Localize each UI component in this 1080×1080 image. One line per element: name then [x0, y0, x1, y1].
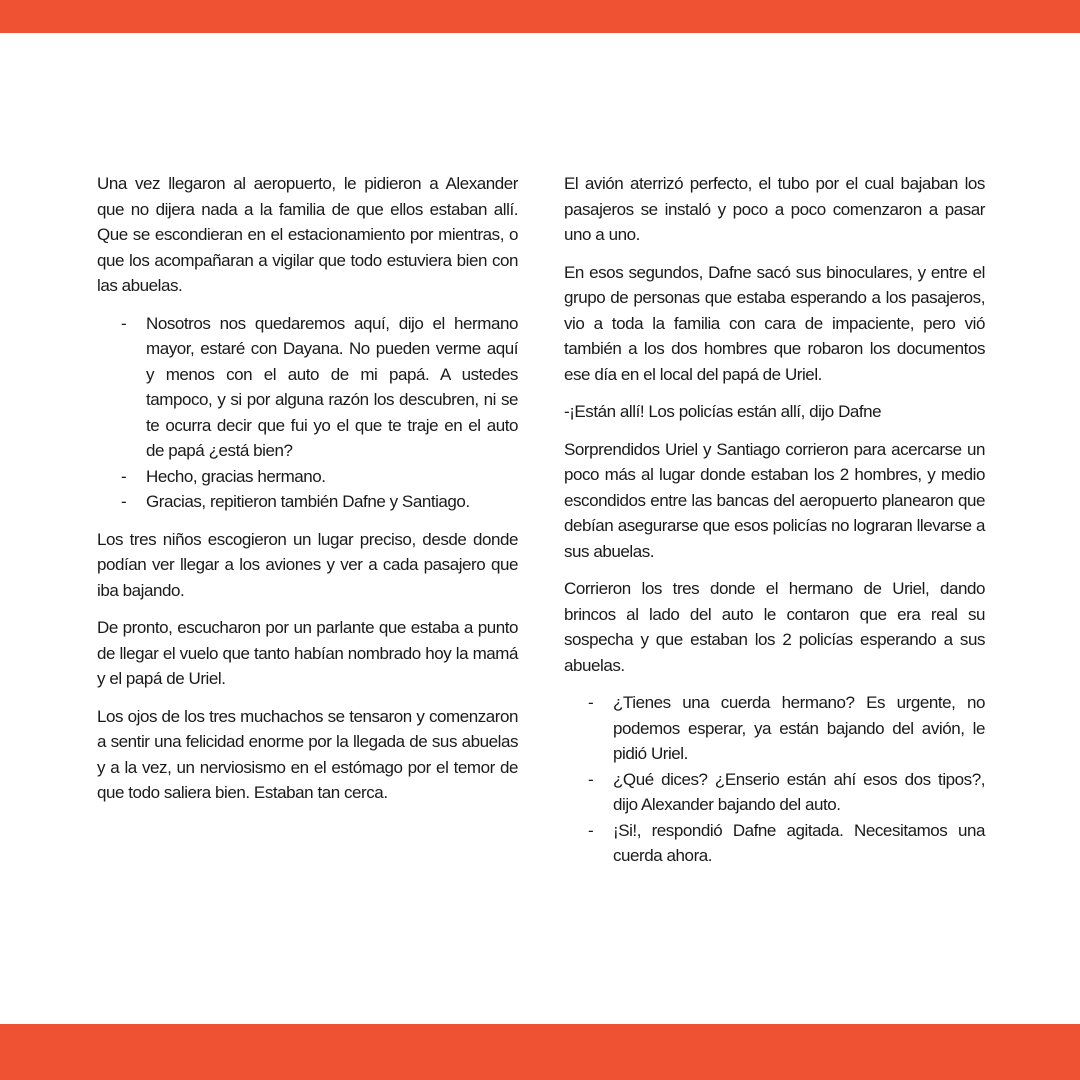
- dialogue-item: [564, 767, 985, 818]
- right-paragraph-5: Corrieron los tres donde el hermano de Uriel, dando brincos al lado del auto le contaron que era real su sospecha y que estaban los 2 policías esperando a sus abuelas.: [564, 579, 985, 675]
- right-paragraph-2: En esos segundos, Dafne sacó sus binoculares, y entre el grupo de personas que estaba esperando a los pasajeros, vio a toda la familia con cara de impaciente, pero vió también a los dos hombres que robaron los documentos ese día en el local del papá de Uriel.: [564, 262, 985, 384]
- dialogue-dash: -: [588, 820, 594, 840]
- dialogue-text: Hecho, gracias hermano.: [146, 466, 326, 486]
- left-paragraph-3: De pronto, escucharon por un parlante que estaba a punto de llegar el vuelo que tanto habían nombrado hoy la mamá y el papá de Uriel.: [97, 618, 518, 688]
- dialogue-text: Nosotros nos quedaremos aquí, dijo el hermano mayor, estaré con Dayana. No pueden verme aquí y menos con el auto de mi papá. A ustedes tampoco, y si por alguna razón los descubren, ni se te ocurra decir que fui yo el que te traje en el auto de papá ¿está bien?: [146, 313, 518, 460]
- left-text-column: [97, 171, 518, 818]
- dialogue-item: [564, 818, 985, 869]
- right-paragraph-1: El avión aterrizó perfecto, el tubo por el cual bajaban los pasajeros se instaló y poco a poco comenzaron a pasar uno a uno.: [564, 174, 985, 244]
- dialogue-text: ¿Qué dices? ¿Enserio están ahí esos dos tipos?, dijo Alexander bajando del auto.: [613, 769, 985, 814]
- dialogue-dash: -: [588, 769, 594, 789]
- left-paragraph-2: Los tres niños escogieron un lugar preciso, desde donde podían ver llegar a los aviones y ver a cada pasajero que iba bajando.: [97, 529, 518, 600]
- dialogue-item: [97, 489, 518, 515]
- left-paragraph-4: Los ojos de los tres muchachos se tensaron y comenzaron a sentir una felicidad enorme por la llegada de sus abuelas y a la vez, un nerviosismo en el estómago por el temor de que todo saliera bien. Estaban tan cerca.: [97, 706, 518, 802]
- dialogue-text: Gracias, repitieron también Dafne y Santiago.: [146, 492, 470, 511]
- dialogue-dash: -: [121, 313, 127, 333]
- bottom-accent-band: [0, 1024, 1080, 1080]
- dialogue-dash: -: [121, 492, 127, 511]
- top-accent-band: [0, 0, 1080, 33]
- right-paragraph-3: -¡Están allí! Los policías están allí, dijo Dafne: [564, 402, 882, 421]
- left-paragraph-1: Una vez llegaron al aeropuerto, le pidieron a Alexander que no dijera nada a la familia de que ellos estaban allí. Que se escondieran en el estacionamiento por mientras, o que los acompañaran a vigilar que todo estuviera bien con las abuelas.: [97, 174, 518, 295]
- dialogue-text: ¿Tienes una cuerda hermano? Es urgente, no podemos esperar, ya están bajando del avión, le pidió Uriel.: [613, 693, 985, 763]
- dialogue-item: [564, 690, 985, 767]
- dialogue-text: ¡Si!, respondió Dafne agitada. Necesitamos una cuerda ahora.: [613, 820, 985, 865]
- right-text-column: [564, 171, 985, 881]
- left-dialogue-list: [97, 311, 518, 515]
- dialogue-dash: -: [588, 693, 594, 712]
- right-paragraph-4: Sorprendidos Uriel y Santiago corrieron para acercarse un poco más al lugar donde estaban los 2 hombres, y medio escondidos entre las bancas del aeropuerto planearon que debían asegurarse que esos policías no lograran llevarse a sus abuelas.: [564, 439, 985, 561]
- right-dialogue-list: [564, 690, 985, 869]
- dialogue-item: [97, 311, 518, 464]
- dialogue-dash: -: [121, 466, 127, 486]
- dialogue-item: [97, 464, 518, 490]
